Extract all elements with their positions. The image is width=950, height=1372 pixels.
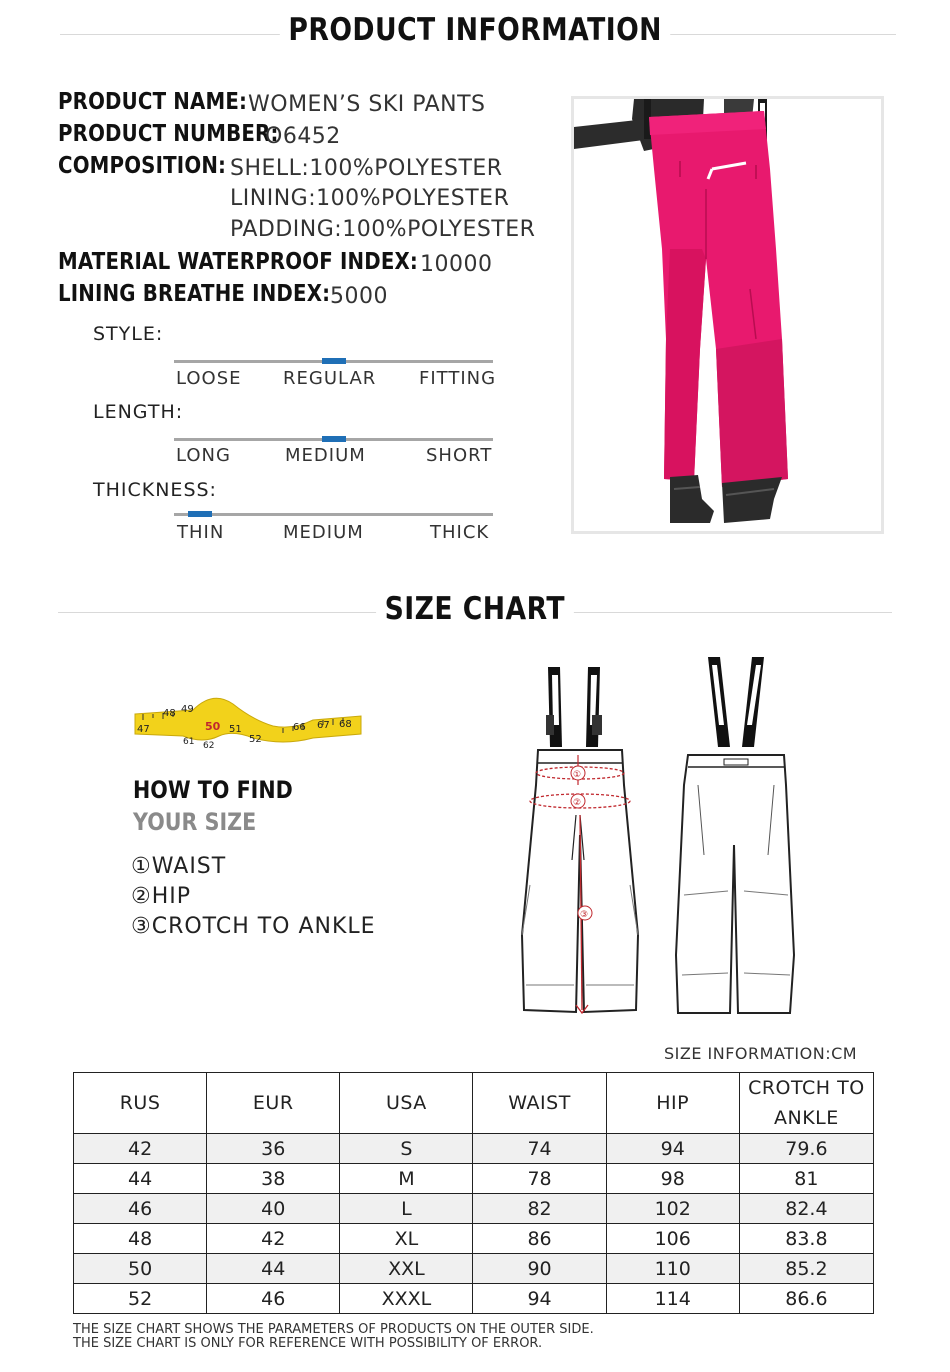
col-usa: USA — [340, 1073, 473, 1134]
diagram-mark-2: ② — [573, 798, 582, 808]
tape-num-50: 50 — [205, 720, 221, 733]
pants-diagram-back — [668, 655, 803, 1020]
table-cell: 78 — [473, 1164, 606, 1194]
table-cell: 81 — [739, 1164, 873, 1194]
table-cell: 74 — [473, 1134, 606, 1164]
table-cell: XXL — [340, 1254, 473, 1284]
product-number-value: O6452 — [265, 124, 341, 149]
table-cell: L — [340, 1194, 473, 1224]
table-row — [74, 1194, 874, 1224]
table-cell: 114 — [606, 1284, 739, 1314]
table-cell: 82.4 — [739, 1194, 873, 1224]
col-waist: WAIST — [473, 1073, 606, 1134]
composition-lining: LINING:100%POLYESTER — [230, 186, 510, 211]
tape-num-52: 52 — [249, 734, 262, 745]
col-hip: HIP — [606, 1073, 739, 1134]
thickness-option-medium: MEDIUM — [283, 522, 364, 543]
product-number-label: PRODUCT NUMBER: — [58, 121, 279, 147]
size-table — [73, 1072, 874, 1314]
thickness-scale-marker — [188, 511, 212, 517]
footnote-1: THE SIZE CHART SHOWS THE PARAMETERS OF PRODUCTS ON THE OUTER SIDE. — [73, 1322, 594, 1337]
tape-measure-icon — [133, 690, 363, 752]
length-scale-label: LENGTH: — [93, 401, 184, 423]
breathe-value: 5000 — [330, 284, 388, 309]
table-cell: 38 — [207, 1164, 340, 1194]
table-cell: 110 — [606, 1254, 739, 1284]
diagram-mark-3: ③ — [580, 910, 589, 920]
table-cell: 82 — [473, 1194, 606, 1224]
length-option-medium: MEDIUM — [285, 445, 366, 466]
table-cell: 102 — [606, 1194, 739, 1224]
table-cell: 98 — [606, 1164, 739, 1194]
product-name-label: PRODUCT NAME: — [58, 89, 248, 115]
howto-line2-wrap — [133, 808, 276, 836]
length-option-long: LONG — [176, 445, 231, 466]
table-cell: 90 — [473, 1254, 606, 1284]
thickness-scale-track — [174, 513, 493, 516]
spec-waterproof-row — [58, 249, 477, 275]
col-eur: EUR — [207, 1073, 340, 1134]
spec-composition-row — [58, 153, 254, 179]
table-row — [74, 1164, 874, 1194]
col-crotch-to-ankle: CROTCH TO ANKLE — [739, 1073, 873, 1134]
diagram-mark-1: ① — [573, 770, 582, 780]
thickness-option-thick: THICK — [430, 522, 490, 543]
table-cell: XL — [340, 1224, 473, 1254]
composition-label: COMPOSITION: — [58, 153, 227, 179]
tape-num-49: 49 — [181, 704, 194, 715]
measure-waist: ①WAIST — [131, 854, 227, 879]
table-cell: 94 — [606, 1134, 739, 1164]
composition-padding: PADDING:100%POLYESTER — [230, 217, 536, 242]
style-option-fitting: FITTING — [419, 368, 497, 389]
tape-num-48: 48 — [163, 708, 176, 719]
table-cell: S — [340, 1134, 473, 1164]
breathe-label: LINING BREATHE INDEX: — [58, 281, 331, 307]
tape-num-47: 47 — [137, 724, 150, 735]
col-rus: RUS — [74, 1073, 207, 1134]
table-cell: 44 — [207, 1254, 340, 1284]
table-cell: 85.2 — [739, 1254, 873, 1284]
howto-line1-wrap — [133, 776, 319, 804]
style-scale-track — [174, 360, 493, 363]
tape-num-66: 66 — [293, 722, 306, 733]
table-cell: 42 — [207, 1224, 340, 1254]
length-scale-track — [174, 438, 493, 441]
table-cell: 79.6 — [739, 1134, 873, 1164]
tape-num-51: 51 — [229, 724, 242, 735]
pants-front-outline-icon — [510, 655, 650, 1020]
thickness-option-thin: THIN — [177, 522, 225, 543]
pants-diagram-front — [510, 655, 650, 1020]
table-cell: 46 — [207, 1284, 340, 1314]
table-cell: 46 — [74, 1194, 207, 1224]
table-cell: 42 — [74, 1134, 207, 1164]
tape-num-61: 61 — [183, 737, 195, 747]
spec-breathe-row — [58, 281, 375, 307]
table-row — [74, 1284, 874, 1314]
waterproof-label: MATERIAL WATERPROOF INDEX: — [58, 249, 419, 275]
table-cell: 44 — [74, 1164, 207, 1194]
style-scale-label: STYLE: — [93, 323, 164, 345]
measure-crotch-to-ankle: ③CROTCH TO ANKLE — [131, 914, 376, 939]
table-cell: 48 — [74, 1224, 207, 1254]
product-info-title: PRODUCT INFORMATION — [280, 12, 671, 48]
waterproof-value: 10000 — [420, 252, 493, 277]
table-row — [74, 1134, 874, 1164]
thickness-scale-label: THICKNESS: — [93, 479, 217, 501]
size-chart-title-wrap — [0, 591, 950, 627]
size-table-header-row — [74, 1073, 874, 1134]
tape-num-68: 68 — [339, 719, 352, 730]
table-row — [74, 1254, 874, 1284]
length-scale-marker — [322, 436, 346, 442]
tape-num-67: 67 — [317, 720, 330, 731]
ski-pants-photo-icon — [574, 99, 881, 531]
table-cell: 83.8 — [739, 1224, 873, 1254]
size-unit-note: SIZE INFORMATION:CM — [664, 1044, 858, 1063]
table-cell: 50 — [74, 1254, 207, 1284]
tape-num-62: 62 — [203, 741, 215, 751]
table-row — [74, 1224, 874, 1254]
pants-back-outline-icon — [668, 655, 803, 1020]
table-cell: 86.6 — [739, 1284, 873, 1314]
style-option-loose: LOOSE — [176, 368, 242, 389]
spec-name-row — [58, 89, 278, 115]
howto-title-line2: YOUR SIZE — [133, 808, 257, 836]
product-name-value: WOMEN’S SKI PANTS — [248, 92, 486, 117]
footnote-2: THE SIZE CHART IS ONLY FOR REFERENCE WITH POSSIBILITY OF ERROR. — [73, 1336, 543, 1351]
table-cell: XXXL — [340, 1284, 473, 1314]
composition-shell: SHELL:100%POLYESTER — [230, 156, 503, 181]
style-option-regular: REGULAR — [283, 368, 377, 389]
measure-hip: ②HIP — [131, 884, 192, 909]
table-cell: 94 — [473, 1284, 606, 1314]
table-cell: M — [340, 1164, 473, 1194]
table-cell: 40 — [207, 1194, 340, 1224]
table-cell: 86 — [473, 1224, 606, 1254]
table-cell: 36 — [207, 1134, 340, 1164]
table-cell: 52 — [74, 1284, 207, 1314]
product-photo — [571, 96, 884, 534]
howto-title-line1: HOW TO FIND — [133, 776, 293, 804]
size-chart-title: SIZE CHART — [376, 591, 573, 627]
style-scale-marker — [322, 358, 346, 364]
product-info-title-wrap — [0, 12, 950, 48]
table-cell: 106 — [606, 1224, 739, 1254]
tape-measure-image — [133, 690, 363, 752]
length-option-short: SHORT — [426, 445, 493, 466]
